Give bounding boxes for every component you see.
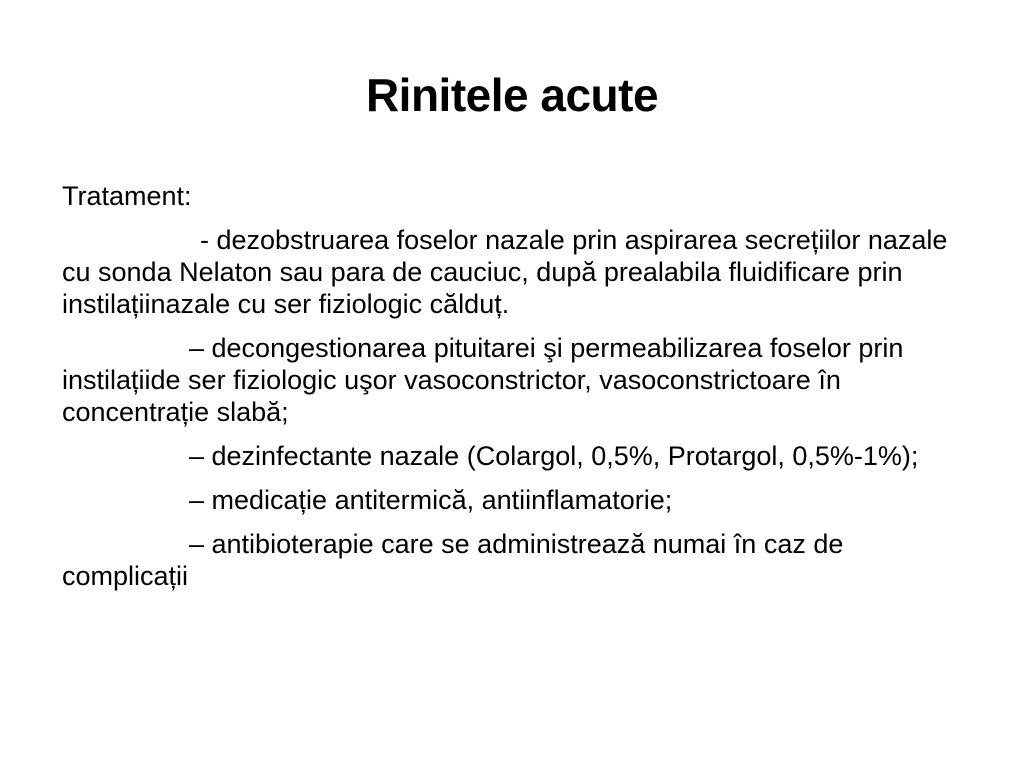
treatment-item-1 — [62, 224, 962, 320]
treatment-heading: Tratament: — [62, 181, 192, 211]
treatment-item-2-text: – decongestionarea pituitarei şi permeabilizarea foselor prin instilațiide ser fiziologic uşor vasoconstrictor, vasoconstrictoare în concentrație slabă; — [62, 333, 904, 427]
slide-title: Rinitele acute — [365, 69, 659, 121]
treatment-item-5 — [62, 528, 962, 592]
treatment-item-2 — [62, 332, 962, 428]
treatment-item-4 — [62, 484, 962, 516]
treatment-item-3-text: – dezinfectante nazale (Colargol, 0,5%, Protargol, 0,5%-1%); — [189, 441, 919, 471]
treatment-item-1-text: - dezobstruarea foselor nazale prin aspirarea secrețiilor nazale cu sonda Nelaton sau para de cauciuc, după prealabila fluidificare prin instilațiinazale cu ser fiziologic călduț. — [62, 225, 948, 319]
treatment-item-5-text: – antibioterapie care se administrează numai în caz de complicații — [62, 529, 844, 591]
treatment-item-4-text: – medicație antitermică, antiinflamatorie; — [189, 485, 673, 515]
treatment-item-3 — [62, 440, 962, 472]
slide-body — [62, 180, 962, 592]
